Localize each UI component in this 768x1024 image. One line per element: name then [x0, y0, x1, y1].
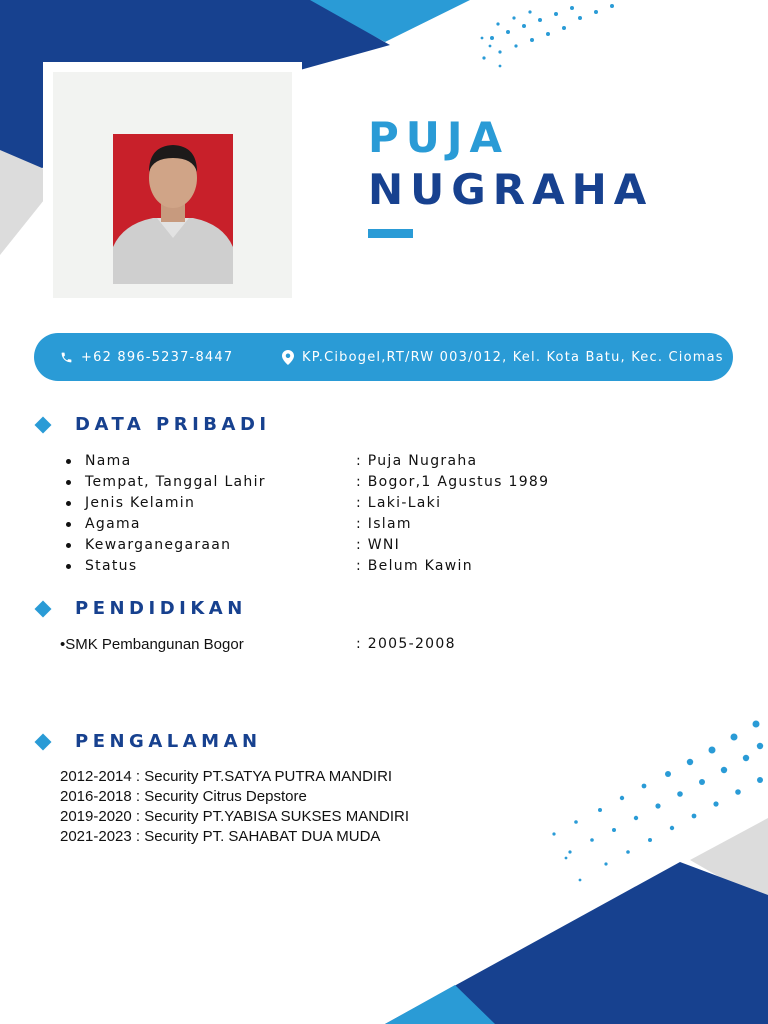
info-value: : Islam	[356, 516, 412, 532]
experience-list	[60, 767, 409, 847]
info-label: Tempat, Tanggal Lahir	[85, 474, 266, 490]
profile-photo-frame	[43, 62, 302, 308]
bullet-icon	[66, 459, 71, 464]
phone-icon	[60, 351, 73, 364]
info-value: : Laki-Laki	[356, 495, 442, 511]
section-header-education	[34, 598, 247, 619]
experience-item: 2016-2018 : Security Citrus Depstore	[60, 788, 307, 805]
education-school: •SMK Pembangunan Bogor	[60, 636, 244, 653]
info-value: : Belum Kawin	[356, 558, 473, 574]
bullet-icon	[66, 522, 71, 527]
full-name	[368, 112, 653, 216]
phone-number: +62 896-5237-8447	[81, 349, 234, 365]
info-row-birth	[66, 473, 666, 494]
info-label: Status	[85, 558, 138, 574]
diamond-bullet-icon	[35, 416, 52, 433]
address-text: KP.Cibogel,RT/RW 003/012, Kel. Kota Batu, Kec. Ciomas	[302, 349, 724, 365]
info-value: : WNI	[356, 537, 401, 553]
education-years: : 2005-2008	[356, 636, 456, 652]
section-header-personal	[34, 414, 271, 435]
info-label: Jenis Kelamin	[85, 495, 196, 511]
info-label: Nama	[85, 453, 132, 469]
contact-address	[282, 333, 724, 381]
contact-bar	[34, 333, 733, 381]
info-row-religion	[66, 515, 666, 536]
info-row-marital-status	[66, 557, 666, 578]
contact-phone	[60, 333, 233, 381]
last-name: NUGRAHA	[368, 165, 654, 214]
top-dot-pattern	[481, 4, 614, 67]
profile-photo	[53, 72, 292, 298]
experience-item: 2019-2020 : Security PT.YABISA SUKSES MANDIRI	[60, 808, 410, 825]
name-underline-bar	[368, 229, 413, 238]
section-title-experience: PENGALAMAN	[75, 731, 262, 752]
info-label: Kewarganegaraan	[85, 537, 232, 553]
info-value: : Puja Nugraha	[356, 453, 478, 469]
bullet-icon	[66, 543, 71, 548]
section-title-personal: DATA PRIBADI	[75, 414, 271, 435]
experience-item: 2021-2023 : Security PT. SAHABAT DUA MUDA	[60, 828, 381, 845]
bullet-icon	[66, 564, 71, 569]
bullet-icon	[66, 501, 71, 506]
personal-info-list	[66, 452, 666, 578]
location-pin-icon	[282, 350, 294, 365]
bullet-icon	[66, 480, 71, 485]
diamond-bullet-icon	[35, 733, 52, 750]
info-row-citizenship	[66, 536, 666, 557]
info-row-gender	[66, 494, 666, 515]
info-value: : Bogor,1 Agustus 1989	[356, 474, 550, 490]
diamond-bullet-icon	[35, 600, 52, 617]
info-row-name	[66, 452, 666, 473]
experience-item: 2012-2014 : Security PT.SATYA PUTRA MANDIRI	[60, 768, 393, 785]
first-name: PUJA	[368, 113, 510, 162]
info-label: Agama	[85, 516, 141, 532]
section-title-education: PENDIDIKAN	[75, 598, 247, 619]
section-header-experience	[34, 731, 262, 752]
